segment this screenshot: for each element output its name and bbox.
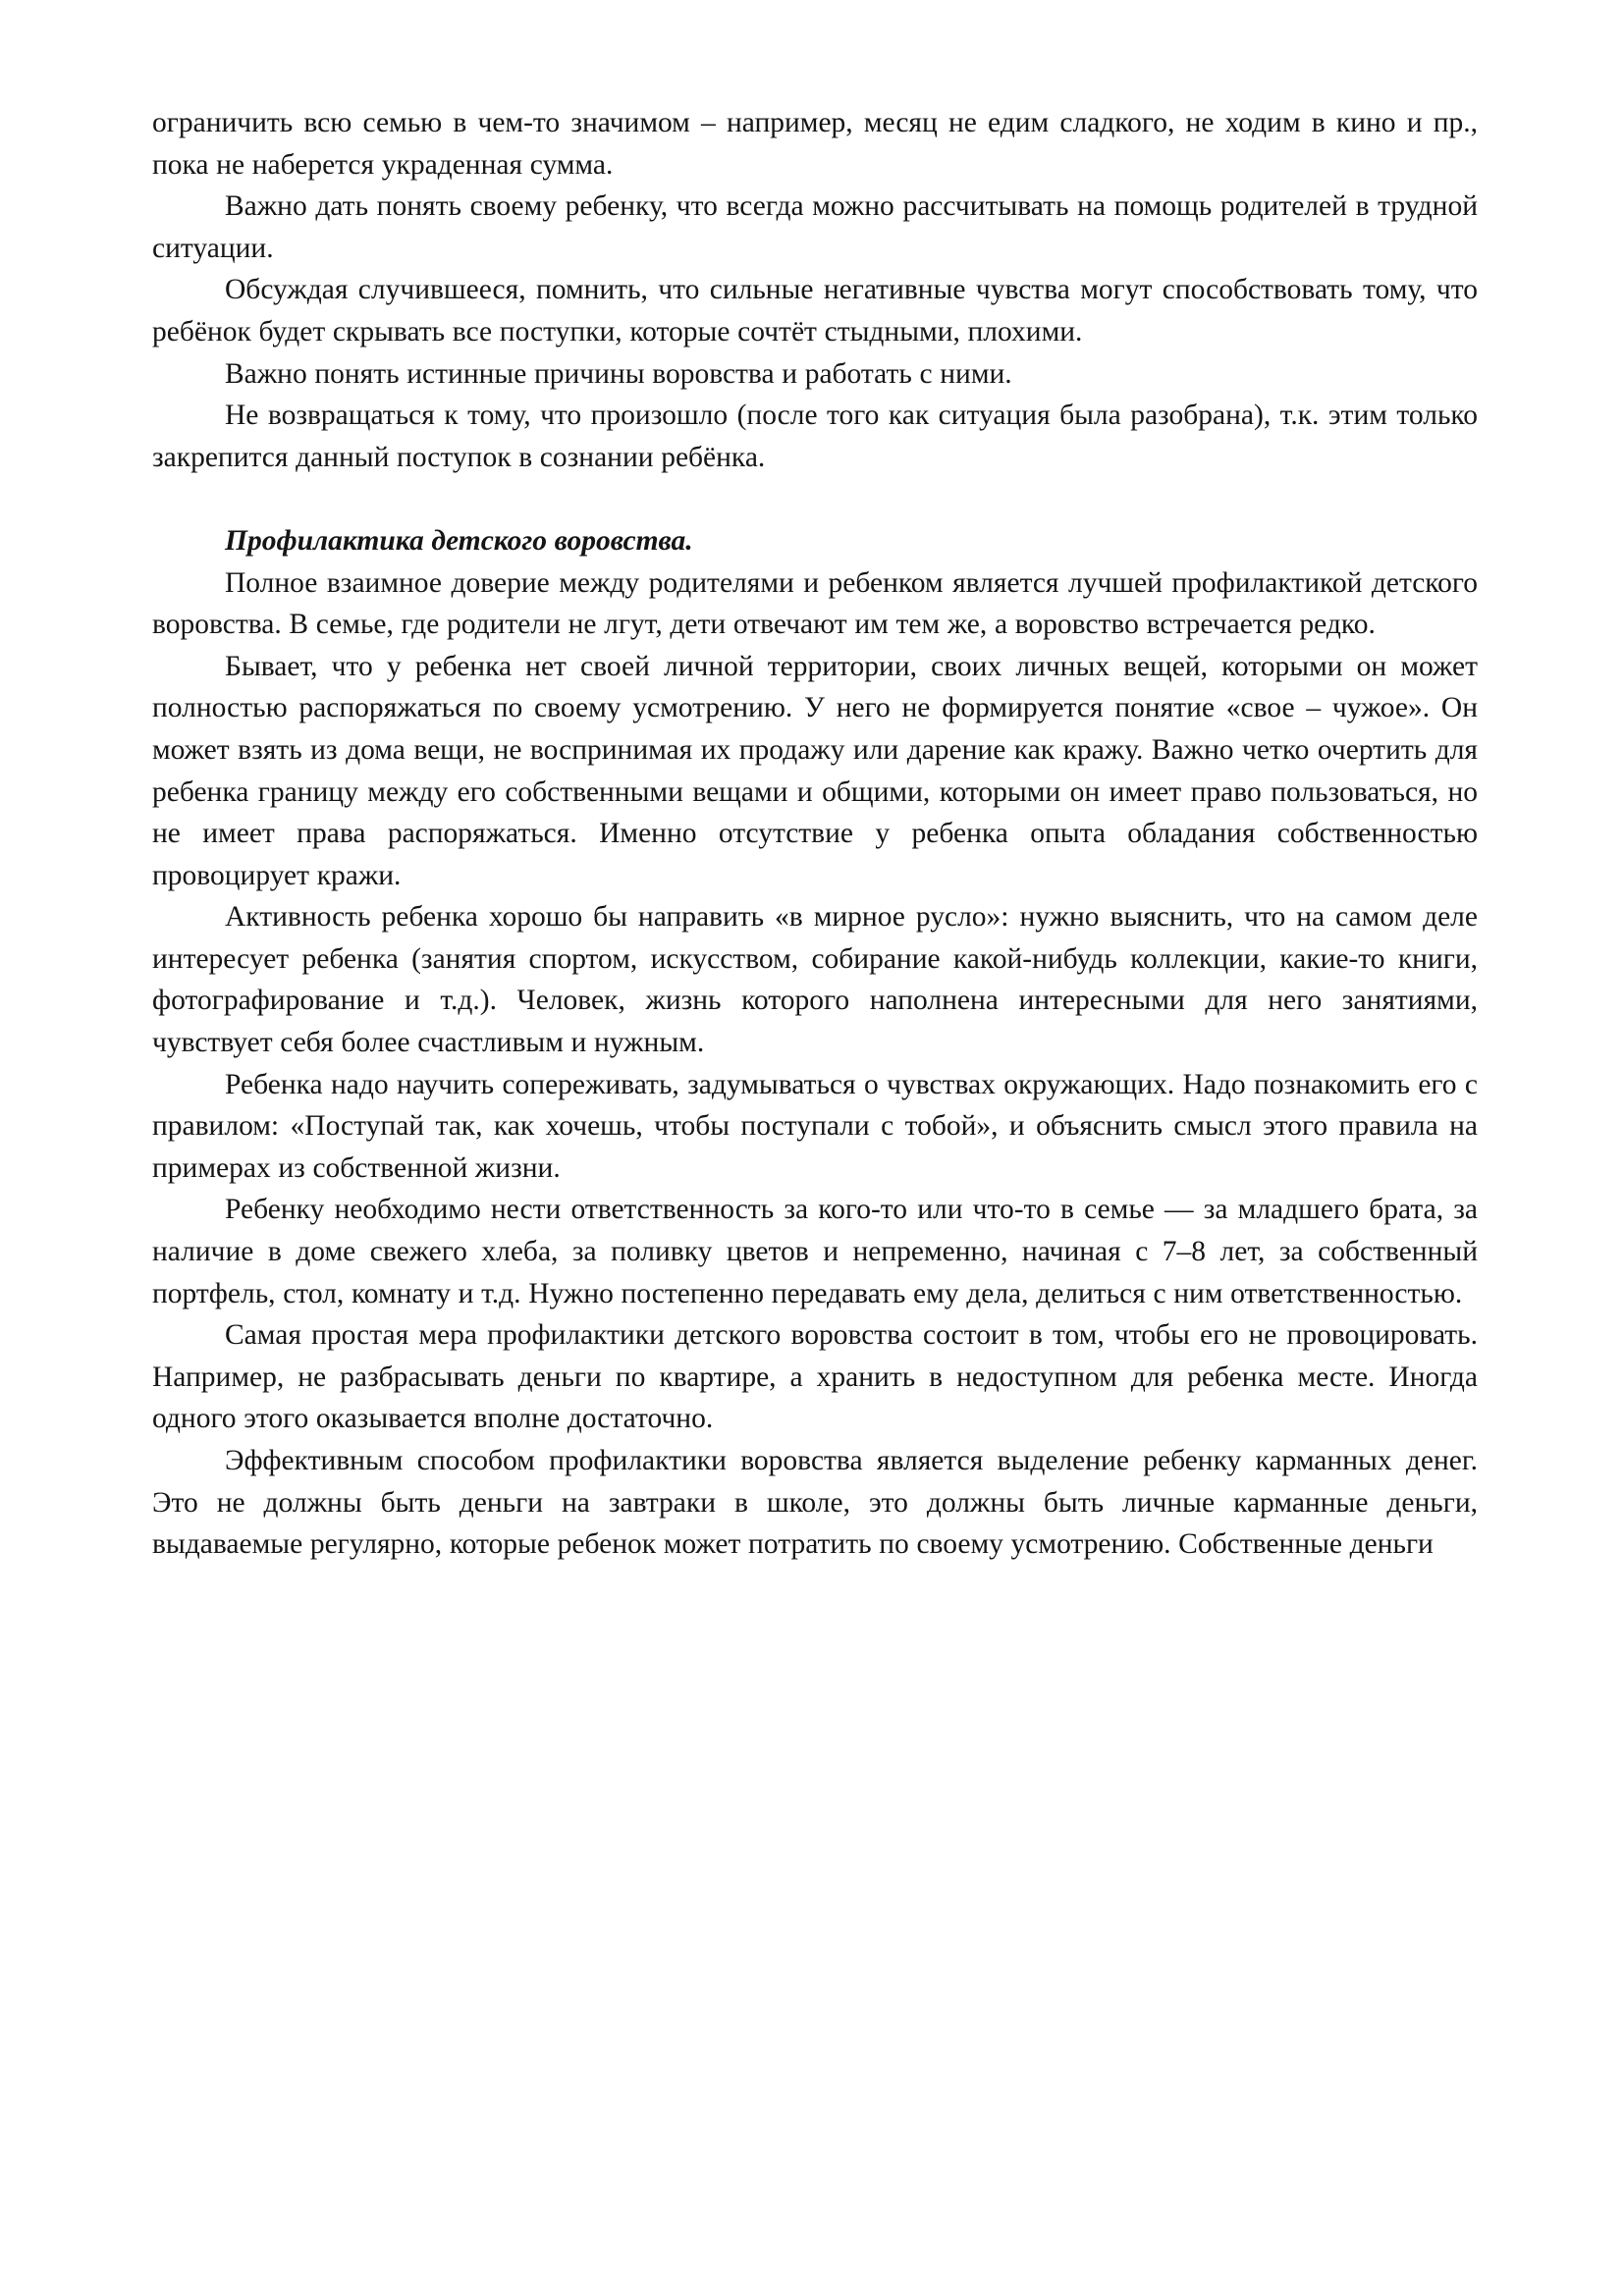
body-paragraph: Важно дать понять своему ребенку, что всегда можно рассчитывать на помощь родителей в трудной ситуации. <box>152 190 1478 264</box>
body-paragraph: Эффективным способом профилактики воровства является выделение ребенку карманных денег. Это не должны быть деньги на завтраки в школе, это должны быть личные карманные деньги, выдаваемые регулярно, которые ребенок может потратить по своему усмотрению. Собственные деньги <box>152 1445 1478 1561</box>
paragraph-spacer <box>152 478 1478 520</box>
body-paragraph: Не возвращаться к тому, что произошло (после того как ситуация была разобрана), т.к. этим только закрепится данный поступок в сознании ребёнка. <box>152 400 1478 473</box>
body-paragraph: Активность ребенка хорошо бы направить «в мирное русло»: нужно выяснить, что на самом деле интересует ребенка (занятия спортом, искусством, собирание какой-нибудь коллекции, какие-то книги, фотографирование и т.д.). Человек, жизнь которого наполнена интересными для него занятиями, чувствует себя более счастливым и нужным. <box>152 901 1478 1059</box>
section-heading: Профилактика детского воровства. <box>225 524 693 557</box>
body-paragraph: Важно понять истинные причины воровства и работать с ними. <box>225 357 1012 390</box>
body-paragraph: Обсуждая случившееся, помнить, что сильные негативные чувства могут способствовать тому, что ребёнок будет скрывать все поступки, которые сочтёт стыдными, плохими. <box>152 274 1478 347</box>
body-paragraph: ограничить всю семью в чем-то значимом – например, месяц не едим сладкого, не ходим в кино и пр., пока не наберется украденная сумма. <box>152 107 1478 181</box>
body-paragraph: Полное взаимное доверие между родителями и ребенком является лучшей профилактикой детского воровства. В семье, где родители не лгут, дети отвечают им тем же, а воровство встречается редко. <box>152 566 1478 641</box>
body-paragraph: Бывает, что у ребенка нет своей личной территории, своих личных вещей, которыми он может полностью распоряжаться по своему усмотрению. У него не формируется понятие «свое – чужое». Он может взять из дома вещи, не воспринимая их продажу или дарение как кражу. Важно четко очертить для ребенка границу между его собственными вещами и общими, которыми он имеет право пользоваться, но не имеет права распоряжаться. Именно отсутствие у ребенка опыта обладания собственностью провоцирует кражи. <box>152 650 1478 891</box>
body-paragraph: Ребенку необходимо нести ответственность за кого-то или что-то в семье — за младшего брата, за наличие в доме свежего хлеба, за поливку цветов и непременно, начиная с 7–8 лет, за собственный портфель, стол, комнату и т.д. Нужно постепенно передавать ему дела, делиться с ним ответственностью. <box>152 1194 1478 1309</box>
body-paragraph: Самая простая мера профилактики детского воровства состоит в том, чтобы его не провоцировать. Например, не разбрасывать деньги по квартире, а хранить в недоступном для ребенка месте. Иногда одного этого оказывается вполне достаточно. <box>152 1319 1478 1435</box>
document-text-column <box>152 102 1478 1566</box>
body-paragraph: Ребенка надо научить сопереживать, задумываться о чувствах окружающих. Надо познакомить его с правилом: «Поступай так, как хочешь, чтобы поступали с тобой», и объяснить смысл этого правила на примерах из собственной жизни. <box>152 1068 1478 1184</box>
